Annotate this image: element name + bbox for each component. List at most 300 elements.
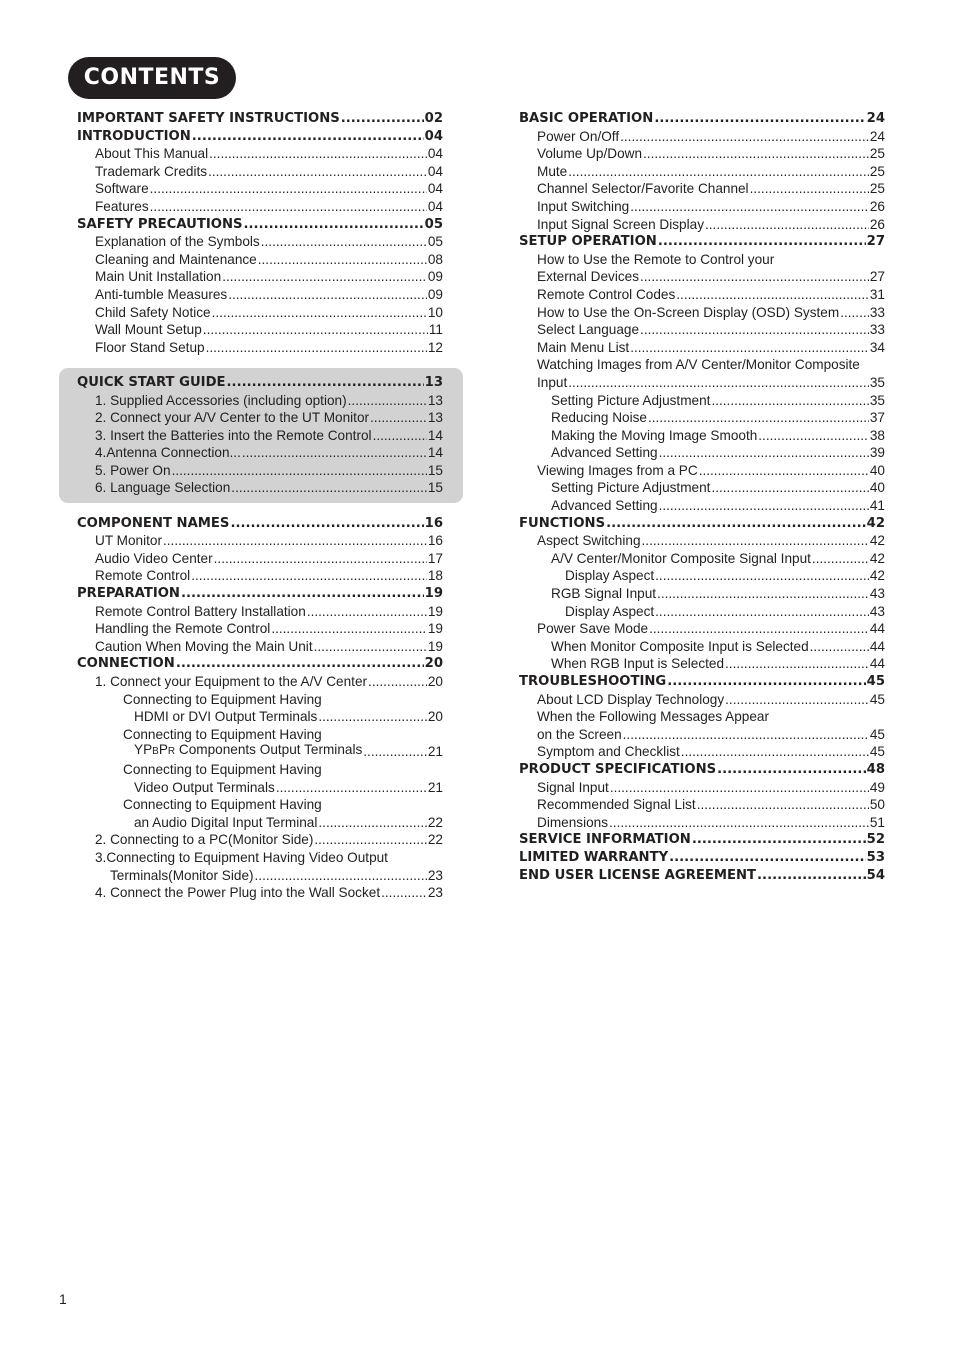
toc-page-number: 31 [869, 286, 885, 302]
toc-entry-connecting-to-equipment-having[interactable] [77, 796, 443, 814]
toc-page-number: 43 [869, 586, 885, 602]
toc-entry-when-monitor-composite-input-is-selected[interactable] [519, 638, 885, 656]
toc-page-number: 23 [427, 867, 443, 883]
toc-entry-about-lcd-display-technology[interactable] [519, 691, 885, 709]
toc-entry-title: Select Language [537, 322, 640, 338]
toc-heading-component-names[interactable] [77, 515, 443, 533]
toc-page-number: 35 [869, 374, 885, 390]
dot-leader [348, 392, 427, 410]
toc-heading-functions[interactable] [519, 515, 885, 533]
dot-leader [711, 392, 868, 410]
toc-heading-limited-warranty[interactable] [519, 849, 885, 867]
toc-page-number: 04 [427, 198, 443, 214]
toc-entry-title: Terminals(Monitor Side) [110, 867, 254, 883]
toc-entry-title: 2. Connecting to a PC(Monitor Side) [95, 832, 314, 848]
toc-page-number: 04 [424, 128, 443, 144]
dot-leader [163, 532, 427, 550]
dot-leader [667, 673, 865, 691]
toc-entry-title: 2. Connect your A/V Center to the UT Monitor [95, 410, 370, 426]
toc-heading-quick-start-guide[interactable] [77, 374, 443, 392]
toc-page-number: 24 [869, 128, 885, 144]
toc-page-number: 34 [869, 339, 885, 355]
toc-entry-1-supplied-accessories-including-option[interactable] [77, 392, 443, 410]
toc-entry-title: Connecting to Equipment Having [123, 761, 322, 777]
toc-entry-hdmi-or-dvi-output-terminals[interactable] [77, 708, 443, 726]
toc-entry-title: Channel Selector/Favorite Channel [537, 181, 749, 197]
dot-leader [172, 462, 427, 480]
toc-heading-end-user-license-agreement[interactable] [519, 867, 885, 885]
toc-entry-title: 4. Connect the Power Plug into the Wall Socket [95, 885, 381, 901]
toc-entry-title: QUICK START GUIDE [77, 374, 226, 390]
toc-page-number: 12 [427, 339, 443, 355]
toc-page-number: 38 [869, 427, 885, 443]
toc-entry-a-v-center-monitor-composite-signal-input[interactable] [519, 550, 885, 568]
toc-entry-title: COMPONENT NAMES [77, 515, 230, 531]
toc-entry-title: Signal Input [537, 779, 609, 795]
toc-entry-title: 1. Supplied Accessories (including option) [95, 392, 347, 408]
toc-page-number: 43 [869, 603, 885, 619]
toc-entry-making-the-moving-image-smooth[interactable] [519, 427, 885, 445]
dot-leader [725, 691, 869, 709]
dot-leader [314, 831, 427, 849]
toc-entry-title: 4.Antenna Connection... [95, 445, 241, 461]
toc-entry-title: HDMI or DVI Output Terminals [134, 709, 318, 725]
toc-page-number: 42 [866, 515, 885, 531]
toc-page-number: 18 [427, 568, 443, 584]
toc-entry-title: Child Safety Notice [95, 304, 211, 320]
toc-entry-title: External Devices [537, 269, 639, 285]
toc-entry-handling-the-remote-control[interactable] [77, 620, 443, 638]
toc-entry-4-antenna-connection[interactable] [77, 444, 443, 462]
toc-entry-title: UT Monitor [95, 533, 162, 549]
toc-entry-how-to-use-the-remote-to-control-your[interactable] [519, 251, 885, 269]
toc-page-number: 08 [427, 251, 443, 267]
dot-leader [244, 216, 424, 234]
toc-entry-connecting-to-equipment-having[interactable] [77, 691, 443, 709]
toc-entry-title: Connecting to Equipment Having [123, 691, 322, 707]
toc-entry-title: LIMITED WARRANTY [519, 849, 669, 865]
toc-entry-recommended-signal-list[interactable] [519, 796, 885, 814]
toc-entry-terminals-monitor-side[interactable] [77, 867, 443, 885]
toc-page-number: 04 [427, 181, 443, 197]
dot-leader [692, 831, 866, 849]
toc-entry-symptom-and-checklist[interactable] [519, 743, 885, 761]
toc-entry-setting-picture-adjustment[interactable] [519, 479, 885, 497]
toc-entry-title: FUNCTIONS [519, 515, 606, 531]
toc-entry-title: 1. Connect your Equipment to the A/V Center [95, 674, 368, 689]
dot-leader [630, 339, 869, 357]
toc-entry-3-connecting-to-equipment-having-video-output[interactable] [77, 849, 443, 867]
toc-page-number: 42 [869, 533, 885, 549]
toc-entry-aspect-switching[interactable] [519, 532, 885, 550]
dot-leader [643, 145, 869, 163]
toc-entry-title: About LCD Display Technology [537, 691, 725, 707]
toc-entry-title: Remote Control Battery Installation [95, 603, 306, 619]
toc-entry-title: PREPARATION [77, 586, 180, 602]
dot-leader [231, 479, 427, 497]
toc-entry-title: Power Save Mode [537, 621, 649, 637]
toc-page-number: 15 [427, 462, 443, 478]
toc-entry-title: Advanced Setting [551, 445, 658, 461]
toc-entry-title: When Monitor Composite Input is Selected [551, 638, 809, 654]
toc-entry-input-switching[interactable] [519, 198, 885, 216]
toc-page-number: 22 [427, 814, 443, 830]
toc-entry-4-connect-the-power-plug-into-the-wall-socket[interactable] [77, 884, 443, 902]
toc-entry-title: Anti-tumble Measures [95, 286, 228, 302]
toc-heading-introduction[interactable] [77, 128, 443, 146]
toc-entry-title: Display Aspect [565, 568, 655, 584]
toc-entry-title: Connecting to Equipment Having [123, 797, 322, 813]
toc-entry-title: Watching Images from A/V Center/Monitor Composite [537, 357, 860, 373]
toc-page-number: 33 [869, 304, 885, 320]
toc-entry-title: Trademark Credits [95, 163, 208, 179]
toc-page-number: 42 [869, 550, 885, 566]
toc-entry-title: Video Output Terminals [134, 779, 275, 795]
toc-entry-title: SERVICE INFORMATION [519, 832, 691, 848]
toc-page-number: 21 [427, 744, 443, 760]
toc-entry-title: END USER LICENSE AGREEMENT [519, 867, 757, 883]
toc-heading-product-specifications[interactable] [519, 761, 885, 779]
toc-page-number: 25 [869, 163, 885, 179]
dot-leader [230, 515, 423, 533]
toc-entry-input[interactable] [519, 374, 885, 392]
dot-leader [209, 145, 427, 163]
toc-page-number: 16 [424, 515, 443, 531]
toc-entry-title: Main Menu List [537, 339, 630, 355]
toc-entry-title: When RGB Input is Selected [551, 656, 725, 672]
toc-entry-ut-monitor[interactable] [77, 532, 443, 550]
toc-entry-title: Setting Picture Adjustment [551, 392, 711, 408]
toc-entry-title: Input Signal Screen Display [537, 216, 704, 232]
toc-entry-title: Setting Picture Adjustment [551, 480, 711, 496]
toc-page-number: 49 [869, 779, 885, 795]
toc-entry-about-this-manual[interactable] [77, 145, 443, 163]
toc-page-number: 45 [869, 691, 885, 707]
toc-entry-reducing-noise[interactable] [519, 409, 885, 427]
toc-entry-title: Floor Stand Setup [95, 339, 205, 355]
dot-leader [655, 603, 869, 621]
toc-page-number: 39 [869, 445, 885, 461]
toc-entry-6-language-selection[interactable] [77, 479, 443, 497]
toc-entry-connecting-to-equipment-having[interactable] [77, 761, 443, 779]
toc-page-number: 25 [869, 181, 885, 197]
toc-entry-watching-images-from-a-v-center-monitor-composite[interactable] [519, 356, 885, 374]
dot-leader [705, 216, 869, 234]
dot-leader [212, 304, 427, 322]
page-number: 1 [59, 1291, 67, 1307]
toc-entry-remote-control-codes[interactable] [519, 286, 885, 304]
toc-entry-signal-input[interactable] [519, 779, 885, 797]
toc-entry-title: Wall Mount Setup [95, 322, 202, 338]
toc-entry-5-power-on[interactable] [77, 462, 443, 480]
toc-entry-mute[interactable] [519, 163, 885, 181]
toc-entry-explanation-of-the-symbols[interactable] [77, 233, 443, 251]
toc-entry-remote-control[interactable] [77, 567, 443, 585]
toc-entry-title: Features [95, 198, 149, 214]
toc-heading-connection[interactable] [77, 655, 443, 673]
toc-entry-title: Power On/Off [537, 128, 620, 144]
toc-entry-title: Cleaning and Maintenance [95, 251, 257, 267]
toc-entry-display-aspect[interactable] [519, 603, 885, 621]
toc-group-important-safety [77, 110, 443, 356]
page-title: CONTENTS [68, 57, 236, 99]
dot-leader [314, 638, 427, 656]
toc-entry-ypbpr-components-output-terminals[interactable] [77, 743, 443, 761]
dot-leader [228, 286, 427, 304]
toc-entry-dimensions[interactable] [519, 814, 885, 832]
toc-page-number: 19 [427, 603, 443, 619]
toc-page-number: 26 [869, 198, 885, 214]
toc-entry-title: Aspect Switching [537, 533, 641, 549]
dot-leader [697, 796, 869, 814]
dot-leader [711, 479, 868, 497]
toc-page-number: 20 [427, 709, 443, 725]
toc-page-number: 27 [869, 269, 885, 285]
toc-entry-audio-video-center[interactable] [77, 550, 443, 568]
toc-entry-power-on-off[interactable] [519, 128, 885, 146]
dot-leader [276, 779, 427, 797]
toc-entry-title: Display Aspect [565, 603, 655, 619]
toc-entry-title: 6. Language Selection [95, 480, 231, 496]
toc-entry-anti-tumble-measures[interactable] [77, 286, 443, 304]
dot-leader [191, 567, 427, 585]
toc-page-number: 05 [424, 216, 443, 232]
toc-page-number: 13 [427, 410, 443, 426]
toc-group-right [519, 110, 885, 884]
toc-entry-title: YPBPR Components Output Terminals [134, 742, 363, 758]
toc-entry-when-rgb-input-is-selected[interactable] [519, 655, 885, 673]
toc-group-components [77, 515, 443, 902]
dot-leader [810, 638, 869, 656]
toc-entry-title: 3. Insert the Batteries into the Remote Control [95, 427, 372, 443]
toc-entry-title: CONNECTION [77, 656, 175, 672]
toc-entry-title: Volume Up/Down [537, 146, 643, 162]
toc-entry-main-unit-installation[interactable] [77, 268, 443, 286]
dot-leader [623, 726, 869, 744]
dot-leader [649, 620, 869, 638]
toc-entry-child-safety-notice[interactable] [77, 304, 443, 322]
dot-leader [640, 268, 869, 286]
dot-leader [681, 743, 869, 761]
toc-heading-important-safety-instructions[interactable] [77, 110, 443, 128]
dot-leader [812, 550, 869, 568]
toc-page-number: 15 [427, 480, 443, 496]
toc-entry-floor-stand-setup[interactable] [77, 339, 443, 357]
toc-page-number: 13 [427, 392, 443, 408]
dot-leader [370, 409, 427, 427]
toc-entry-1-connect-your-equipment-to-the-a-v-center[interactable] [77, 673, 443, 691]
dot-leader [208, 163, 427, 181]
toc-page-number: 05 [427, 234, 443, 250]
dot-leader [699, 462, 869, 480]
toc-page-number: 22 [427, 832, 443, 848]
dot-leader [757, 867, 866, 885]
toc-entry-2-connect-your-a-v-center-to-the-ut-monitor[interactable] [77, 409, 443, 427]
toc-page-number: 19 [427, 621, 443, 637]
dot-leader [658, 233, 866, 251]
toc-entry-on-the-screen[interactable] [519, 726, 885, 744]
dot-leader [203, 321, 428, 339]
toc-page-number: 50 [869, 797, 885, 813]
toc-page-number: 14 [427, 445, 443, 461]
toc-entry-title: Input Switching [537, 198, 630, 214]
toc-entry-title: Viewing Images from a PC [537, 462, 698, 478]
toc-entry-title: Connecting to Equipment Having [123, 726, 322, 742]
toc-page-number: 02 [424, 111, 443, 126]
toc-entry-title: an Audio Digital Input Terminal [134, 814, 318, 830]
toc-heading-safety-precautions[interactable] [77, 216, 443, 234]
toc-heading-preparation[interactable] [77, 585, 443, 603]
toc-entry-title: SETUP OPERATION [519, 234, 657, 250]
dot-leader [150, 198, 427, 216]
dot-leader [620, 128, 869, 146]
toc-heading-setup-operation[interactable] [519, 233, 885, 251]
dot-leader [307, 603, 427, 621]
toc-entry-trademark-credits[interactable] [77, 163, 443, 181]
dot-leader [640, 321, 869, 339]
toc-entry-volume-up-down[interactable] [519, 145, 885, 163]
toc-entry-rgb-signal-input[interactable] [519, 585, 885, 603]
toc-page-number: 24 [866, 111, 885, 126]
toc-entry-setting-picture-adjustment[interactable] [519, 392, 885, 410]
toc-entry-title: TROUBLESHOOTING [519, 674, 667, 689]
toc-entry-title: Recommended Signal List [537, 797, 696, 813]
toc-page-number: 51 [869, 814, 885, 830]
toc-page-number: 45 [869, 744, 885, 760]
toc-entry-video-output-terminals[interactable] [77, 779, 443, 797]
toc-page-number: 40 [869, 480, 885, 496]
toc-entry-when-the-following-messages-appear[interactable] [519, 708, 885, 726]
dot-leader [655, 567, 869, 585]
toc-entry-features[interactable] [77, 198, 443, 216]
dot-leader [150, 180, 427, 198]
toc-page-number: 33 [869, 322, 885, 338]
dot-leader [206, 339, 427, 357]
dot-leader [669, 849, 866, 867]
toc-page-number: 26 [869, 216, 885, 232]
dot-leader [368, 673, 427, 691]
toc-page-number: 20 [424, 656, 443, 672]
toc-heading-troubleshooting[interactable] [519, 673, 885, 691]
toc-entry-wall-mount-setup[interactable] [77, 321, 443, 339]
toc-page-number: 44 [869, 638, 885, 654]
toc-entry-title: Advanced Setting [551, 498, 658, 514]
toc-entry-3-insert-the-batteries-into-the-remote-control[interactable] [77, 427, 443, 445]
toc-entry-title: 5. Power On [95, 462, 171, 478]
dot-leader [630, 198, 869, 216]
toc-entry-main-menu-list[interactable] [519, 339, 885, 357]
toc-entry-cleaning-and-maintenance[interactable] [77, 251, 443, 269]
toc-entry-viewing-images-from-a-pc[interactable] [519, 462, 885, 480]
toc-entry-title: Input [537, 374, 568, 390]
toc-entry-title: PRODUCT SPECIFICATIONS [519, 761, 717, 777]
toc-entry-remote-control-battery-installation[interactable] [77, 603, 443, 621]
toc-entry-software[interactable] [77, 180, 443, 198]
dot-leader [176, 655, 424, 673]
dot-leader [750, 180, 869, 198]
toc-entry-title: When the Following Messages Appear [537, 709, 769, 725]
toc-page-number: 48 [866, 761, 885, 777]
toc-page-number: 41 [869, 498, 885, 514]
toc-entry-input-signal-screen-display[interactable] [519, 216, 885, 234]
dot-leader [261, 233, 427, 251]
toc-page-number: 40 [869, 462, 885, 478]
toc-entry-title: A/V Center/Monitor Composite Signal Input [551, 550, 811, 566]
toc-entry-power-save-mode[interactable] [519, 620, 885, 638]
toc-group-quick-start [68, 374, 452, 497]
dot-leader [610, 779, 869, 797]
toc-page-number: 17 [427, 550, 443, 566]
dot-leader [648, 409, 869, 427]
toc-entry-title: BASIC OPERATION [519, 111, 654, 126]
toc-entry-2-connecting-to-a-pc-monitor-side[interactable] [77, 831, 443, 849]
toc-entry-title: INTRODUCTION [77, 128, 191, 144]
dot-leader [659, 497, 869, 515]
toc-page-number: 09 [427, 269, 443, 285]
toc-entry-title: How to Use the On-Screen Display (OSD) System [537, 304, 840, 320]
toc-entry-title: RGB Signal Input [551, 586, 657, 602]
toc-heading-basic-operation[interactable] [519, 110, 885, 128]
toc-page-number: 54 [866, 867, 885, 883]
toc-entry-advanced-setting[interactable] [519, 444, 885, 462]
toc-entry-title: Making the Moving Image Smooth [551, 427, 758, 443]
toc-entry-advanced-setting[interactable] [519, 497, 885, 515]
toc-page-number: 16 [427, 533, 443, 549]
toc-page-number: 52 [866, 832, 885, 848]
dot-leader [373, 427, 427, 445]
toc-page-number: 37 [869, 410, 885, 426]
dot-leader [657, 585, 869, 603]
toc-entry-title: Explanation of the Symbols [95, 234, 260, 250]
toc-entry-select-language[interactable] [519, 321, 885, 339]
dot-leader [642, 532, 869, 550]
toc-page-number: 21 [427, 779, 443, 795]
toc-page-number: 20 [427, 674, 443, 689]
toc-entry-title: Symptom and Checklist [537, 744, 680, 760]
toc-entry-title: About This Manual [95, 146, 209, 162]
toc-page-number: 44 [869, 621, 885, 637]
toc-entry-title: Handling the Remote Control [95, 621, 271, 637]
toc-entry-title: Software [95, 181, 149, 197]
dot-leader [227, 374, 424, 392]
toc-page-number: 23 [427, 885, 443, 901]
toc-heading-service-information[interactable] [519, 831, 885, 849]
toc-entry-external-devices[interactable] [519, 268, 885, 286]
toc-entry-title: Remote Control [95, 568, 191, 584]
toc-entry-channel-selector-favorite-channel[interactable] [519, 180, 885, 198]
toc-page-number: 04 [427, 146, 443, 162]
toc-entry-title: Reducing Noise [551, 410, 647, 426]
dot-leader [717, 761, 866, 779]
dot-leader [654, 110, 865, 128]
toc-entry-how-to-use-the-on-screen-display-osd-system[interactable] [519, 304, 885, 322]
dot-leader [192, 128, 424, 146]
dot-leader [258, 251, 427, 269]
toc-page-number: 13 [424, 374, 443, 390]
toc-entry-an-audio-digital-input-terminal[interactable] [77, 814, 443, 832]
toc-page-number: 45 [866, 674, 885, 689]
dot-leader [609, 814, 869, 832]
dot-leader [222, 268, 427, 286]
toc-entry-title: How to Use the Remote to Control your [537, 251, 775, 267]
toc-page-number: 53 [866, 849, 885, 865]
dot-leader [659, 444, 869, 462]
toc-page-number: 44 [869, 656, 885, 672]
toc-entry-caution-when-moving-the-main-unit[interactable] [77, 638, 443, 656]
toc-entry-display-aspect[interactable] [519, 567, 885, 585]
toc-page-number: 04 [427, 163, 443, 179]
toc-page-number: 19 [427, 638, 443, 654]
